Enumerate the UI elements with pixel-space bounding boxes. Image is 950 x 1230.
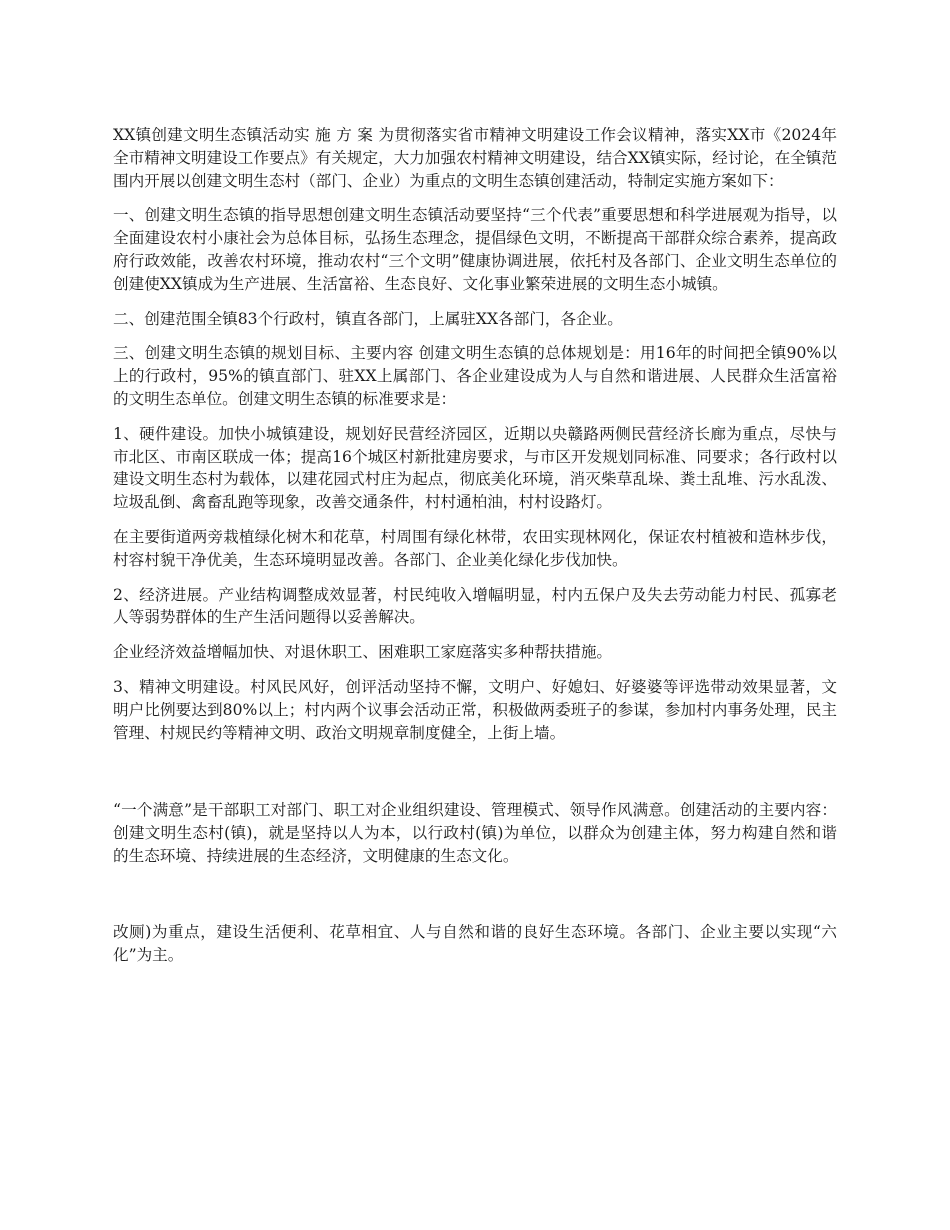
scope-paragraph: 二、创建范围全镇83个行政村，镇直各部门，上属驻XX各部门，各企业。 [113,309,623,328]
planning-goals-paragraph: 三、创建文明生态镇的规划目标、主要内容 创建文明生态镇的总体规划是：用16年的时间把全镇90%以上的行政村，95%的镇直部门、驻XX上属部门、各企业建设成为人与自然和谐进展、人民群众生活富裕的文明生态单位。创建文明生态镇的标准要求是： [113,344,837,408]
economic-development-paragraph: 2、经济进展。产业结构调整成效显著，村民纯收入增幅明显，村内五保户及失去劳动能力村民、孤寡老人等弱势群体的生产生活问题得以妥善解决。 [113,585,837,627]
spiritual-civilization-paragraph: 3、精神文明建设。村风民风好，创评活动坚持不懈，文明户、好媳妇、好婆婆等评选带动效果显著，文明户比例要达到80%以上；村内两个议事会活动正常，积极做两委班子的参谋，参加村内事务处理，民主管理、村规民约等精神文明、政治文明规章制度健全，上街上墙。 [113,677,837,742]
document-body [113,124,837,978]
guiding-thought-paragraph: 一、创建文明生态镇的指导思想创建文明生态镇活动要坚持“三个代表”重要思想和科学进展观为指导，以全面建设农村小康社会为总体目标，弘扬生态理念，提倡绿色文明，不断提高干部群众综合素养，提高政府行政效能，改善农村环境，推动农村“三个文明”健康协调进展，依托村及各部门、企业文明生态单位的创建使XX镇成为生产进展、生活富裕、生态良好、文化事业繁荣进展的文明生态小城镇。 [113,206,837,293]
enterprise-benefits-paragraph: 企业经济效益增幅加快、对退休职工、困难职工家庭落实多种帮扶措施。 [113,643,613,662]
intro-paragraph: XX镇创建文明生态镇活动实 施 方 案 为贯彻落实省市精神文明建设工作会议精神，落实XX市《2024年全市精神文明建设工作要点》有关规定，大力加强农村精神文明建设，结合XX镇实际，经讨论，在全镇范围内开展以创建文明生态村（部门、企业）为重点的文明生态镇创建活动，特制定实施方案如下： [113,126,837,190]
satisfaction-paragraph: “一个满意”是干部职工对部门、职工对企业组织建设、管理模式、领导作风满意。创建活动的主要内容：创建文明生态村(镇)，就是坚持以人为本，以行政村(镇)为单位，以群众为创建主体，努力构建自然和谐的生态环境、持续进展的生态经济，文明健康的生态文化。 [113,801,837,865]
greening-paragraph: 在主要街道两旁栽植绿化树木和花草，村周围有绿化林带，农田实现林网化，保证农村植被和造林步伐，村容村貌干净优美，生态环境明显改善。各部门、企业美化绿化步伐加快。 [113,527,837,569]
hardware-construction-paragraph: 1、硬件建设。加快小城镇建设，规划好民营经济园区，近期以央赣路两侧民营经济长廊为重点，尽快与市北区、市南区联成一体；提高16个城区村新批建房要求，与市区开发规划同标准、同要求；各行政村以建设文明生态村为载体，以建花园式村庄为起点，彻底美化环境，消灭柴草乱垛、粪土乱堆、污水乱泼、垃圾乱倒、禽畜乱跑等现象，改善交通条件，村村通柏油，村村设路灯。 [113,424,837,512]
environment-paragraph: 改厕)为重点，建设生活便利、花草相宜、人与自然和谐的良好生态环境。各部门、企业主要以实现“六化”为主。 [113,922,837,964]
